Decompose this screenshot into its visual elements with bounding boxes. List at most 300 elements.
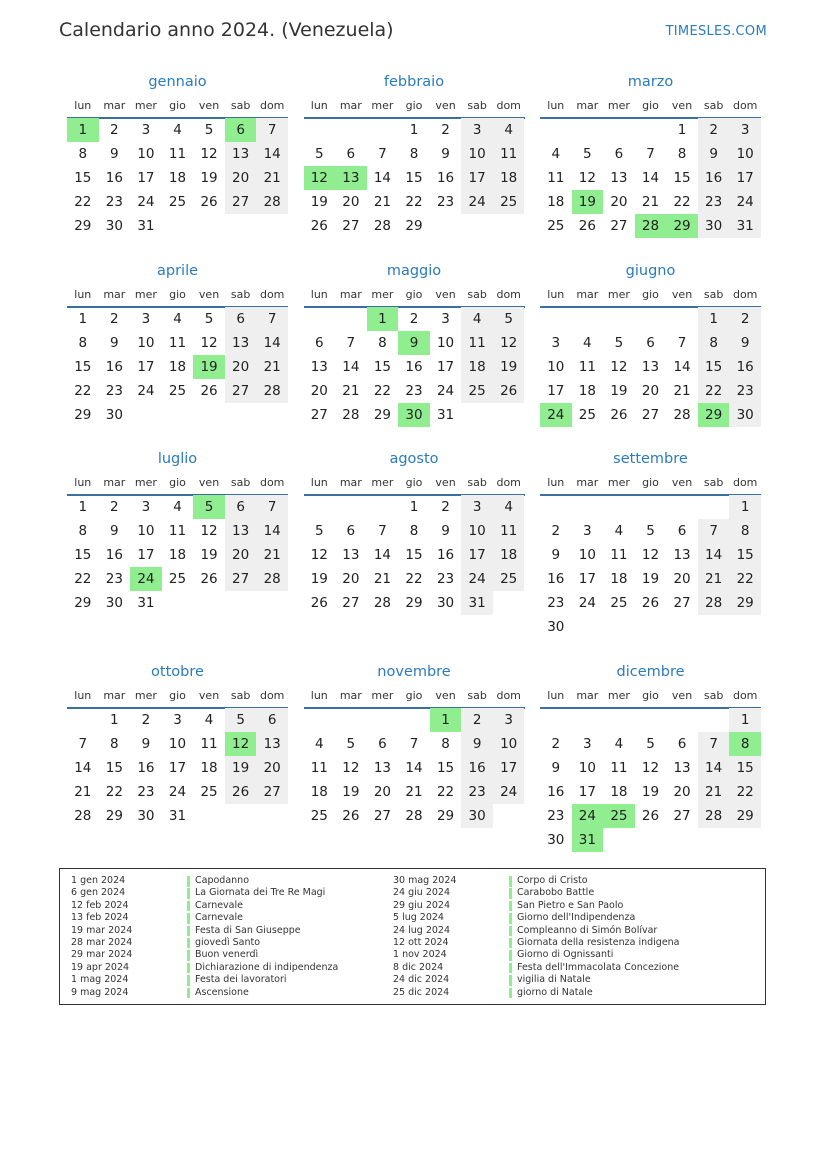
day-cell: 10 <box>493 732 525 756</box>
legend-item <box>71 887 371 899</box>
legend-name: La Giornata dei Tre Re Magi <box>195 887 326 899</box>
day-cell: 21 <box>342 383 360 399</box>
weekday-label: sab <box>230 288 251 301</box>
day-cell: 28 <box>698 591 730 615</box>
day-cell: 19 <box>342 784 360 800</box>
day-cell: 15 <box>105 760 123 776</box>
month-title: gennaio <box>148 74 207 90</box>
day-cell: 2 <box>551 523 561 539</box>
weekday-label: mer <box>371 99 394 112</box>
day-cell: 4 <box>551 146 561 162</box>
weekday-label: mer <box>607 689 630 702</box>
weekday-label: mer <box>371 476 394 489</box>
weekday-label: lun <box>74 689 92 702</box>
legend-marker <box>509 926 512 937</box>
legend-item <box>71 974 371 986</box>
day-cell: 9 <box>551 547 561 563</box>
legend-name: giovedì Santo <box>195 936 261 948</box>
day-cell: 26 <box>200 571 218 587</box>
weekday-label: ven <box>671 476 693 489</box>
day-cell: 3 <box>583 523 592 539</box>
day-cell: 27 <box>225 190 257 214</box>
legend-marker <box>187 963 190 974</box>
day-cell: 22 <box>105 784 123 800</box>
weekday-label: dom <box>496 288 521 301</box>
day-cell: 13 <box>310 359 328 375</box>
legend-name: Giornata della resistenza indigena <box>517 936 680 948</box>
legend-date: 25 dic 2024 <box>393 986 450 998</box>
weekday-label: lun <box>310 689 328 702</box>
day-cell: 12 <box>200 146 218 162</box>
legend-date: 5 lug 2024 <box>393 912 444 924</box>
legend-name: Compleanno di Simón Bolívar <box>517 924 658 936</box>
legend-name: Giorno di Ognissanti <box>517 949 614 961</box>
day-cell: 31 <box>572 828 604 852</box>
day-cell: 2 <box>461 708 493 732</box>
day-cell: 3 <box>441 311 450 327</box>
day-cell: 29 <box>405 595 423 611</box>
weekday-header <box>67 99 288 117</box>
day-cell: 31 <box>168 808 187 824</box>
day-cell: 7 <box>256 495 288 519</box>
day-cell: 16 <box>405 359 423 375</box>
day-cell: 12 <box>225 732 257 756</box>
day-cell: 6 <box>256 708 288 732</box>
day-cell: 1 <box>78 311 88 327</box>
day-cell: 5 <box>646 736 655 752</box>
day-cell: 4 <box>173 311 182 327</box>
weekday-label: mer <box>607 476 630 489</box>
day-cell: 14 <box>74 760 92 776</box>
day-cell: 25 <box>493 567 525 591</box>
day-cell: 8 <box>677 146 687 162</box>
day-cell: 29 <box>405 218 423 234</box>
day-cell: 11 <box>493 142 525 166</box>
day-cell: 14 <box>373 170 391 186</box>
day-cell: 16 <box>698 166 730 190</box>
day-cell: 20 <box>310 383 328 399</box>
day-cell: 11 <box>200 736 218 752</box>
legend-name: Capodanno <box>195 875 250 886</box>
legend-date: 29 mar 2024 <box>71 949 133 961</box>
weekday-label: sab <box>467 288 487 301</box>
legend-marker <box>187 876 190 887</box>
day-cell: 13 <box>673 547 691 563</box>
day-cell: 1 <box>67 118 99 142</box>
day-cell: 5 <box>193 495 225 519</box>
day-cell: 17 <box>436 359 455 375</box>
day-cell: 3 <box>551 335 561 351</box>
day-cell: 28 <box>698 804 730 828</box>
legend-date: 28 mar 2024 <box>71 936 133 948</box>
day-cell: 17 <box>137 359 155 375</box>
legend-item <box>71 987 371 999</box>
day-cell: 25 <box>547 218 565 234</box>
day-cell: 20 <box>610 194 628 210</box>
day-cell: 21 <box>641 194 660 210</box>
day-cell: 4 <box>583 335 592 351</box>
month-title: maggio <box>386 263 442 279</box>
day-cell: 15 <box>74 170 92 186</box>
month-title: dicembre <box>616 664 685 680</box>
legend-marker <box>187 988 190 999</box>
month-title: novembre <box>377 664 451 680</box>
weekday-label: ven <box>198 288 220 301</box>
day-cell: 22 <box>74 383 92 399</box>
day-cell: 10 <box>729 142 761 166</box>
day-cell: 1 <box>729 495 761 519</box>
weekday-label: dom <box>732 288 758 301</box>
legend-marker <box>509 888 512 899</box>
day-cell: 25 <box>168 383 187 399</box>
day-cell: 15 <box>405 547 423 563</box>
weekday-label: mer <box>607 288 630 301</box>
day-cell: 9 <box>441 146 450 162</box>
day-cell: 25 <box>610 595 628 611</box>
day-cell: 24 <box>137 383 155 399</box>
weekday-label: mer <box>134 476 157 489</box>
weekday-label: sab <box>703 288 724 301</box>
day-cell: 5 <box>614 335 624 351</box>
legend-name: Festa dell'Immacolata Concezione <box>517 961 680 973</box>
day-cell: 21 <box>373 194 391 210</box>
weekday-header <box>304 689 525 707</box>
month-title: marzo <box>627 74 674 90</box>
legend-marker <box>509 938 512 949</box>
site-link[interactable]: TIMESLES.COM <box>665 24 767 39</box>
day-cell: 28 <box>405 808 423 824</box>
day-cell: 25 <box>168 571 187 587</box>
day-cell: 16 <box>436 170 455 186</box>
weekday-label: mar <box>103 288 126 301</box>
day-cell: 14 <box>373 547 391 563</box>
legend-item <box>71 925 371 937</box>
month-title: luglio <box>157 451 198 467</box>
day-cell: 20 <box>673 571 691 587</box>
day-cell: 22 <box>673 194 691 210</box>
day-cell: 24 <box>540 403 572 427</box>
weekday-header <box>540 689 761 707</box>
weekday-label: lun <box>547 689 565 702</box>
day-cell: 29 <box>436 808 455 824</box>
day-cell: 9 <box>551 760 561 776</box>
day-cell: 22 <box>74 194 92 210</box>
day-cell: 3 <box>141 499 151 515</box>
legend-date: 12 ott 2024 <box>393 936 449 948</box>
day-cell: 6 <box>225 118 257 142</box>
legend-date: 24 lug 2024 <box>393 924 450 936</box>
day-cell: 31 <box>729 214 761 238</box>
day-cell: 23 <box>405 383 423 399</box>
day-cell: 8 <box>409 146 419 162</box>
legend-item <box>71 949 371 961</box>
day-cell: 21 <box>673 383 691 399</box>
weekday-label: ven <box>435 689 456 702</box>
day-cell: 11 <box>493 519 525 543</box>
day-cell: 2 <box>110 122 119 138</box>
month-title: aprile <box>156 263 199 279</box>
legend-name: Giorno dell'Indipendenza <box>517 912 636 924</box>
weekday-label: mar <box>576 99 599 112</box>
day-cell: 7 <box>378 146 387 162</box>
weekday-label: sab <box>467 99 487 112</box>
day-cell: 11 <box>461 331 493 355</box>
weekday-label: ven <box>435 288 456 301</box>
weekday-label: mar <box>339 288 362 301</box>
day-cell: 20 <box>256 756 288 780</box>
day-cell: 30 <box>105 595 123 611</box>
day-cell: 18 <box>461 355 493 379</box>
weekday-label: sab <box>230 689 251 702</box>
day-cell: 17 <box>729 166 761 190</box>
weekday-label: mer <box>134 689 157 702</box>
day-cell: 24 <box>461 190 493 214</box>
weekday-label: ven <box>671 288 693 301</box>
day-cell: 30 <box>461 804 493 828</box>
day-cell: 2 <box>698 118 730 142</box>
day-cell: 4 <box>173 499 182 515</box>
day-cell: 20 <box>225 166 257 190</box>
day-cell: 7 <box>256 118 288 142</box>
legend-name: giorno di Natale <box>517 986 593 998</box>
weekday-label: dom <box>732 689 758 702</box>
day-cell: 5 <box>225 708 257 732</box>
day-cell: 4 <box>614 523 624 539</box>
day-cell: 23 <box>729 379 761 403</box>
legend-date: 24 giu 2024 <box>393 887 450 899</box>
day-cell: 26 <box>641 808 660 824</box>
day-cell: 12 <box>304 166 336 190</box>
day-cell: 5 <box>583 146 592 162</box>
day-cell: 23 <box>105 194 123 210</box>
weekday-header <box>67 288 288 306</box>
day-cell: 30 <box>547 832 565 848</box>
day-cell: 1 <box>367 307 399 331</box>
day-cell: 27 <box>673 808 691 824</box>
day-cell: 13 <box>335 166 367 190</box>
day-cell: 7 <box>677 335 687 351</box>
day-cell: 9 <box>461 732 493 756</box>
legend-date: 8 dic 2024 <box>393 961 444 973</box>
day-cell: 16 <box>461 756 493 780</box>
weekday-label: mer <box>134 288 157 301</box>
day-cell: 8 <box>378 335 387 351</box>
weekday-label: sab <box>703 689 724 702</box>
weekday-label: lun <box>74 99 92 112</box>
day-cell: 24 <box>578 595 596 611</box>
day-cell: 27 <box>373 808 391 824</box>
day-cell: 13 <box>641 359 660 375</box>
day-cell: 26 <box>610 407 628 423</box>
day-grid <box>67 118 288 262</box>
day-cell: 19 <box>225 756 257 780</box>
day-cell: 18 <box>168 359 187 375</box>
legend-name: Festa dei lavoratori <box>195 974 287 986</box>
day-cell: 19 <box>610 383 628 399</box>
weekday-label: sab <box>703 476 724 489</box>
weekday-label: lun <box>74 476 92 489</box>
day-cell: 11 <box>610 547 628 563</box>
day-cell: 12 <box>578 170 596 186</box>
day-cell: 12 <box>200 523 218 539</box>
day-cell: 21 <box>256 543 288 567</box>
day-cell: 28 <box>373 595 391 611</box>
day-cell: 23 <box>436 194 455 210</box>
legend-column <box>393 875 693 999</box>
day-cell: 3 <box>141 311 151 327</box>
day-cell: 17 <box>461 543 493 567</box>
weekday-label: dom <box>259 689 285 702</box>
day-grid <box>67 495 288 639</box>
weekday-label: gio <box>642 689 659 702</box>
day-cell: 29 <box>74 595 92 611</box>
day-cell: 3 <box>141 122 151 138</box>
legend-item <box>71 875 371 887</box>
day-cell: 1 <box>409 122 419 138</box>
weekday-label: gio <box>169 689 186 702</box>
legend-marker <box>509 975 512 986</box>
day-cell: 7 <box>346 335 356 351</box>
day-cell: 27 <box>256 780 288 804</box>
day-cell: 8 <box>729 519 761 543</box>
day-cell: 11 <box>168 335 187 351</box>
legend-item <box>393 887 693 899</box>
day-cell: 21 <box>256 166 288 190</box>
weekday-label: mer <box>371 689 394 702</box>
legend-item <box>71 962 371 974</box>
day-cell: 5 <box>314 523 324 539</box>
day-cell: 2 <box>110 311 119 327</box>
weekday-label: mar <box>576 288 599 301</box>
day-cell: 23 <box>698 190 730 214</box>
day-cell: 20 <box>673 784 691 800</box>
day-cell: 17 <box>168 760 187 776</box>
day-cell: 30 <box>105 218 123 234</box>
day-cell: 14 <box>342 359 360 375</box>
legend-item <box>393 962 693 974</box>
day-cell: 4 <box>173 122 182 138</box>
legend-name: Ascensione <box>195 986 249 998</box>
day-cell: 28 <box>256 379 288 403</box>
day-cell: 15 <box>729 543 761 567</box>
day-cell: 2 <box>441 122 450 138</box>
day-cell: 17 <box>578 784 596 800</box>
weekday-header <box>540 99 761 117</box>
day-cell: 6 <box>614 146 624 162</box>
day-cell: 5 <box>493 307 525 331</box>
weekday-label: mar <box>339 689 362 702</box>
weekday-label: gio <box>169 288 186 301</box>
legend-item <box>393 949 693 961</box>
legend-marker <box>187 938 190 949</box>
day-cell: 24 <box>461 567 493 591</box>
day-cell: 2 <box>551 736 561 752</box>
day-cell: 30 <box>698 214 730 238</box>
day-cell: 13 <box>342 547 360 563</box>
day-cell: 6 <box>225 495 257 519</box>
weekday-label: dom <box>496 689 521 702</box>
day-cell: 15 <box>436 760 455 776</box>
day-cell: 20 <box>225 355 257 379</box>
legend-marker <box>187 913 190 924</box>
day-cell: 3 <box>173 712 182 728</box>
legend-item <box>71 912 371 924</box>
legend-date: 13 feb 2024 <box>71 912 129 924</box>
day-cell: 27 <box>225 567 257 591</box>
day-cell: 18 <box>547 194 565 210</box>
weekday-header <box>67 689 288 707</box>
weekday-label: dom <box>496 99 521 112</box>
day-cell: 2 <box>110 499 119 515</box>
day-cell: 29 <box>698 403 730 427</box>
day-cell: 9 <box>729 331 761 355</box>
day-cell: 22 <box>405 571 423 587</box>
day-cell: 30 <box>436 595 455 611</box>
day-cell: 13 <box>225 331 257 355</box>
weekday-label: sab <box>703 99 724 112</box>
legend-item <box>393 937 693 949</box>
day-cell: 8 <box>698 331 730 355</box>
day-cell: 15 <box>698 355 730 379</box>
weekday-label: mar <box>339 99 362 112</box>
day-cell: 25 <box>603 804 635 828</box>
day-cell: 30 <box>137 808 155 824</box>
legend-name: Carabobo Battle <box>517 887 595 899</box>
day-grid <box>304 118 525 262</box>
day-cell: 4 <box>493 118 525 142</box>
weekday-label: gio <box>405 288 423 301</box>
day-grid <box>540 708 761 852</box>
day-cell: 25 <box>200 784 218 800</box>
month-title: giugno <box>625 263 676 279</box>
day-cell: 8 <box>409 523 419 539</box>
weekday-label: dom <box>732 476 758 489</box>
weekday-label: dom <box>259 288 285 301</box>
day-cell: 1 <box>677 122 687 138</box>
day-cell: 27 <box>673 595 691 611</box>
day-cell: 30 <box>398 403 430 427</box>
legend-name: Festa di San Giuseppe <box>195 924 301 936</box>
day-cell: 21 <box>74 784 92 800</box>
day-cell: 10 <box>137 523 155 539</box>
weekday-label: ven <box>435 99 456 112</box>
day-cell: 26 <box>225 780 257 804</box>
day-cell: 24 <box>137 194 155 210</box>
day-cell: 31 <box>461 591 493 615</box>
day-cell: 6 <box>314 335 324 351</box>
day-cell: 18 <box>493 166 525 190</box>
day-cell: 25 <box>461 379 493 403</box>
day-cell: 3 <box>493 708 525 732</box>
day-cell: 10 <box>547 359 565 375</box>
day-cell: 7 <box>698 519 730 543</box>
day-cell: 8 <box>78 335 88 351</box>
day-cell: 3 <box>461 118 493 142</box>
day-cell: 6 <box>346 146 356 162</box>
day-cell: 6 <box>378 736 387 752</box>
day-cell: 19 <box>572 190 604 214</box>
day-cell: 18 <box>493 543 525 567</box>
day-cell: 3 <box>461 495 493 519</box>
day-cell: 8 <box>78 523 88 539</box>
day-cell: 11 <box>310 760 328 776</box>
day-cell: 26 <box>310 218 328 234</box>
day-cell: 14 <box>641 170 660 186</box>
day-cell: 11 <box>578 359 596 375</box>
day-cell: 3 <box>583 736 592 752</box>
weekday-label: dom <box>496 476 521 489</box>
day-cell: 16 <box>547 571 565 587</box>
